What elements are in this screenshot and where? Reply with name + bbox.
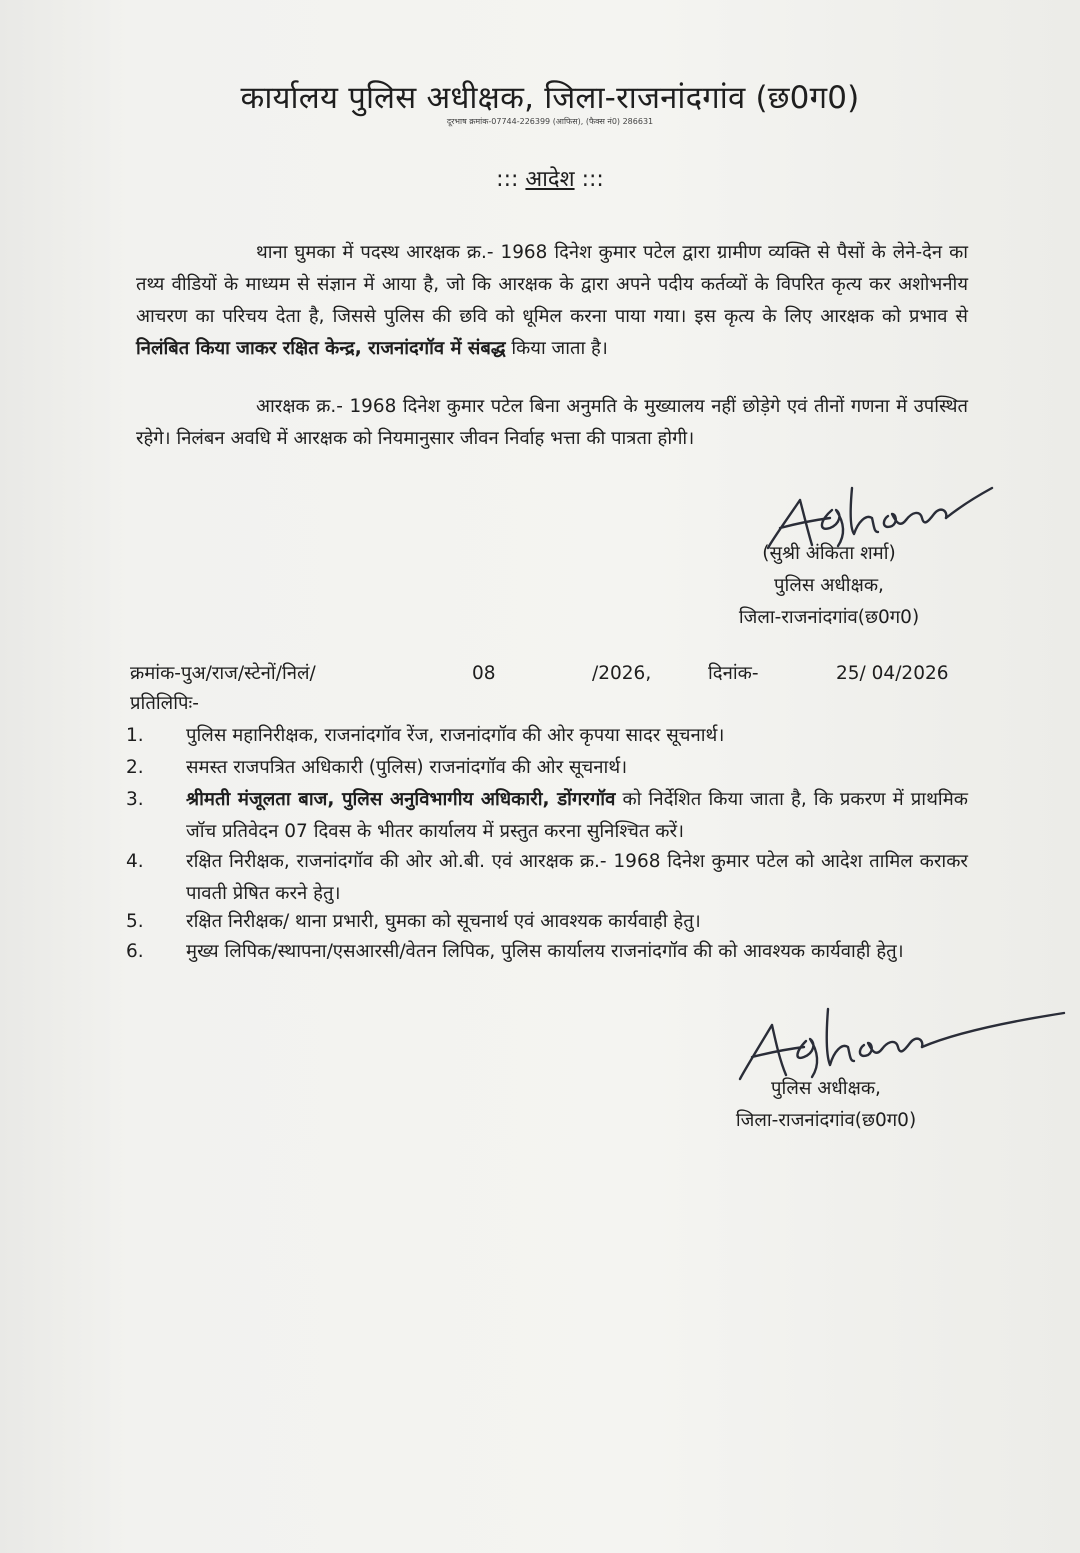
copy-item-text: पुलिस महानिरीक्षक, राजनांदगॉव रेंज, राजनांदगॉव की ओर कृपया सादर सूचनार्थ। [186,725,725,746]
copy-item-text: समस्त राजपत्रित अधिकारी (पुलिस) राजनांदगॉव की ओर सूचनार्थ। [186,757,628,778]
signatory-1-block [724,538,934,634]
order-heading-right-marks: ::: [581,167,604,192]
order-heading-left-marks: ::: [496,167,519,192]
copy-item-text: को निर्देशित किया जाता है, कि प्रकरण में प्राथमिक जॉच प्रतिवेदन 07 दिवस के भीतर कार्यालय में प्रस्तुत करना सुनिश्चित करें। [186,789,968,842]
para2-text: आरक्षक क्र.- 1968 दिनेश कुमार पटेल बिना अनुमति के मुख्यालय नहीं छोड़ेगे एवं तीनों गणना में उपस्थित रहेगे। निलंबन अवधि में आरक्षक को नियमानुसार जीवन निर्वाह भत्ता की पात्रता होगी। [136,396,968,449]
office-phone-line: दूरभाष क्रमांक-07744-226399 (आफिस), (फैक्स नं0) 286631 [446,117,654,126]
order-heading [0,163,1080,193]
copy-item-text: मुख्य लिपिक/स्थापना/एसआरसी/वेतन लिपिक, पुलिस कार्यालय राजनांदगॉव की को आवश्यक कार्यवाही हेतु। [186,941,904,962]
reference-date: 25/ 04/2026 [836,663,949,684]
copy-item-bold-text: श्रीमती मंजूलता बाज, पुलिस अनुविभागीय अधिकारी, डोंगरगॉव [186,789,616,810]
copy-item-number: 5. [126,911,144,932]
copy-item-number: 2. [126,757,144,778]
para1-text: थाना घुमका में पदस्थ आरक्षक क्र.- 1968 दिनेश कुमार पटेल द्वारा ग्रामीण व्यक्ति से पैसों के लेने-देन का तथ्य वीडियों के माध्यम से संज्ञान में आया है, जो कि आरक्षक के द्वारा अपने पदीय कर्तव्यों के विपरित कृत्य कर अशोभनीय आचरण का परिचय देता है, जिससे पुलिस की छवि को धूमिल करना पाया गया। इस कृत्य के लिए आरक्षक को प्रभाव से [136,242,968,327]
copy-item-3 [186,784,968,848]
reference-year: /2026, [592,663,652,684]
reference-number: 08 [472,663,496,684]
reference-date-label: दिनांक- [708,663,759,684]
copy-item-text: रक्षित निरीक्षक/ थाना प्रभारी, घुमका को सूचनार्थ एवं आवश्यक कार्यवाही हेतु। [186,911,701,932]
order-paragraph-1 [136,237,968,365]
order-heading-title: आदेश [525,167,575,192]
reference-number-prefix: क्रमांक-पुअ/राज/स्टेनों/निलं/ [130,663,316,684]
reference-line [130,658,970,690]
copy-item-number: 4. [126,851,144,872]
copy-item-text: रक्षित निरीक्षक, राजनांदगॉव की ओर ओ.बी. एवं आरक्षक क्र.- 1968 दिनेश कुमार पटेल को आदेश तामिल कराकर पावती प्रेषित करने हेतु। [186,851,968,904]
signatory-1-name: (सुश्री अंकिता शर्मा) [762,543,896,564]
signatory-1-district: जिला-राजनांदगांव(छ0ग0) [738,607,920,628]
signatory-2-designation: पुलिस अधीक्षक, [771,1078,881,1099]
copy-to-label: प्रतिलिपिः- [130,693,199,714]
para1-bold-text: निलंबित किया जाकर रक्षित केन्द्र, राजनांदगॉव में संबद्ध [136,338,506,359]
copy-item-number: 3. [126,789,144,810]
copy-item-number: 6. [126,941,144,962]
office-title: कार्यालय पुलिस अधीक्षक, जिला-राजनांदगांव (छ0ग0) [240,80,860,116]
order-paragraph-2 [136,391,968,455]
signatory-2-block [726,1073,926,1137]
signatory-2-district: जिला-राजनांदगांव(छ0ग0) [735,1110,917,1131]
signatory-1-designation: पुलिस अधीक्षक, [774,575,884,596]
copy-item-number: 1. [126,725,144,746]
para1-text-end: किया जाता है। [511,338,608,359]
